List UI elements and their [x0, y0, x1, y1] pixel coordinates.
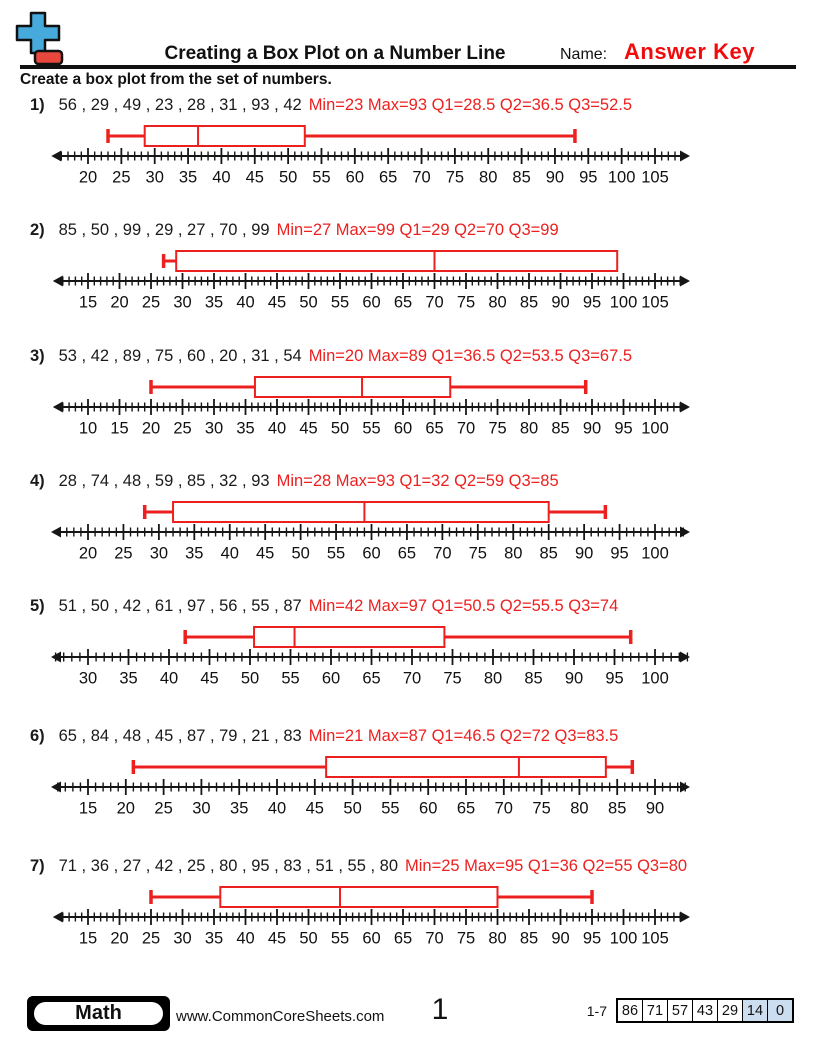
axis-tick-label: 105	[641, 293, 669, 312]
axis-tick-label: 105	[641, 168, 669, 187]
axis-tick-label: 90	[574, 544, 594, 563]
iqr-box	[173, 502, 549, 522]
axis-tick-label: 55	[381, 799, 400, 818]
page-number: 1	[431, 993, 449, 1026]
problem-statement	[30, 727, 720, 746]
footer	[0, 995, 816, 1037]
number-line-axis	[53, 909, 690, 948]
axis-tick-label: 55	[326, 544, 346, 563]
boxplot-stats: Min=42 Max=97 Q1=50.5 Q2=55.5 Q3=74	[308, 597, 619, 615]
right-arrow-icon	[680, 912, 690, 923]
axis-tick-label: 15	[78, 293, 98, 312]
axis-tick-label: 65	[397, 544, 417, 563]
axis-tick-label: 50	[343, 799, 362, 818]
axis-tick-label: 75	[445, 168, 465, 187]
name-label: Name:	[560, 46, 608, 63]
axis-tick-label: 70	[425, 293, 444, 312]
axis-tick-label: 25	[173, 419, 192, 438]
axis-tick-label: 75	[456, 293, 476, 312]
left-arrow-icon	[51, 782, 61, 793]
iqr-box	[176, 251, 617, 271]
axis-tick-label: 75	[456, 929, 476, 948]
problem-number: 3)	[30, 347, 45, 365]
number-line-axis	[51, 649, 690, 688]
problem-number: 1)	[30, 96, 45, 114]
axis-tick-label: 15	[110, 419, 129, 438]
axis-tick-label: 75	[468, 544, 487, 563]
axis-tick-label: 85	[512, 168, 531, 187]
axis-tick-label: 15	[78, 929, 98, 948]
problem-3	[30, 347, 720, 439]
score-cell: 86	[618, 1000, 642, 1021]
axis-tick-label: 60	[362, 544, 381, 563]
axis-tick-label: 45	[305, 799, 324, 818]
axis-tick-label: 100	[641, 544, 669, 563]
number-line-boxplot	[48, 369, 693, 439]
website-text: www.CommonCoreSheets.com	[176, 1008, 385, 1025]
axis-tick-label: 50	[330, 419, 350, 438]
problem-6	[30, 727, 720, 819]
axis-tick-label: 55	[312, 168, 331, 187]
axis-tick-label: 50	[299, 929, 318, 948]
axis-tick-label: 45	[256, 544, 275, 563]
axis-tick-label: 40	[159, 669, 179, 688]
axis-tick-label: 60	[321, 669, 341, 688]
axis-tick-label: 100	[609, 293, 638, 312]
axis-tick-label: 30	[78, 669, 98, 688]
score-cell: 0	[767, 1000, 792, 1021]
axis-tick-label: 70	[456, 419, 476, 438]
axis-tick-label: 80	[570, 799, 589, 818]
iqr-box	[145, 126, 305, 146]
number-set: 85 , 50 , 99 , 29 , 27 , 70 , 99	[58, 221, 270, 239]
iqr-box	[220, 887, 497, 907]
axis-tick-label: 85	[519, 293, 539, 312]
axis-tick-label: 95	[605, 669, 624, 688]
axis-tick-label: 30	[173, 929, 192, 948]
axis-tick-label: 20	[141, 419, 161, 438]
problem-statement	[30, 597, 720, 616]
problem-statement	[30, 96, 720, 115]
axis-tick-label: 30	[145, 168, 164, 187]
axis-tick-label: 100	[607, 168, 636, 187]
number-line-axis	[53, 399, 690, 438]
number-set: 53 , 42 , 89 , 75 , 60 , 20 , 31 , 54	[58, 347, 302, 365]
number-set: 71 , 36 , 27 , 42 , 25 , 80 , 95 , 83 , 51 , 55 , 80	[58, 857, 399, 875]
axis-tick-label: 25	[114, 544, 133, 563]
box-plot	[164, 251, 618, 271]
box-plot	[145, 502, 606, 522]
score-range-label: 1-7	[586, 1002, 607, 1019]
axis-tick-label: 90	[564, 669, 584, 688]
axis-tick-label: 30	[204, 419, 224, 438]
axis-tick-label: 20	[110, 293, 129, 312]
axis-tick-label: 35	[178, 168, 198, 187]
number-set: 56 , 29 , 49 , 23 , 28 , 31 , 93 , 42	[58, 96, 302, 114]
problem-statement	[30, 472, 720, 491]
problem-5	[30, 597, 720, 689]
axis-tick-label: 30	[192, 799, 211, 818]
axis-tick-label: 20	[116, 799, 135, 818]
left-arrow-icon	[53, 912, 63, 923]
header-divider	[20, 65, 796, 69]
axis-tick-label: 55	[330, 929, 350, 948]
iqr-box	[326, 757, 606, 777]
problem-statement	[30, 347, 720, 366]
axis-tick-label: 35	[119, 669, 138, 688]
right-arrow-icon	[680, 527, 690, 538]
problem-7	[30, 857, 720, 949]
axis-tick-label: 20	[78, 544, 98, 563]
axis-tick-label: 35	[236, 419, 255, 438]
number-line-boxplot	[48, 749, 693, 819]
axis-tick-label: 65	[456, 799, 476, 818]
problem-number: 6)	[30, 727, 45, 745]
problem-number: 2)	[30, 221, 45, 239]
axis-tick-label: 85	[551, 419, 570, 438]
axis-tick-label: 90	[551, 293, 570, 312]
axis-tick-label: 25	[141, 293, 161, 312]
right-arrow-icon	[680, 402, 690, 413]
axis-tick-label: 35	[204, 293, 224, 312]
axis-tick-label: 65	[393, 929, 413, 948]
axis-tick-label: 95	[582, 929, 602, 948]
subject-badge	[27, 996, 170, 1031]
problem-1	[30, 96, 720, 188]
axis-tick-label: 70	[425, 929, 444, 948]
problem-4	[30, 472, 720, 564]
axis-tick-label: 95	[610, 544, 629, 563]
axis-tick-label: 95	[582, 293, 602, 312]
number-line-axis	[51, 779, 690, 818]
axis-tick-label: 50	[278, 168, 298, 187]
left-arrow-icon	[51, 151, 61, 162]
instruction-text: Create a box plot from the set of numbers.	[20, 71, 332, 88]
score-cell: 29	[717, 1000, 742, 1021]
axis-tick-label: 70	[402, 669, 422, 688]
axis-tick-label: 65	[362, 669, 381, 688]
axis-tick-label: 100	[641, 419, 669, 438]
boxplot-stats: Min=28 Max=93 Q1=32 Q2=59 Q3=85	[276, 472, 559, 490]
page-title: Creating a Box Plot on a Number Line	[164, 43, 506, 64]
plus-minus-icon	[14, 10, 66, 70]
axis-tick-label: 25	[112, 168, 131, 187]
box-plot	[108, 126, 575, 146]
number-line-axis	[53, 273, 690, 312]
axis-tick-label: 80	[488, 293, 507, 312]
axis-tick-label: 70	[433, 544, 452, 563]
axis-tick-label: 100	[609, 929, 638, 948]
subject-badge-label: Math	[32, 1000, 165, 1027]
number-line-boxplot	[48, 619, 693, 689]
score-cell: 57	[667, 1000, 692, 1021]
axis-tick-label: 40	[212, 168, 231, 187]
iqr-box	[255, 377, 450, 397]
number-line-boxplot	[48, 879, 693, 949]
box-plot	[151, 887, 592, 907]
axis-tick-label: 75	[532, 799, 551, 818]
axis-tick-label: 45	[267, 929, 287, 948]
axis-tick-label: 40	[236, 929, 255, 948]
axis-tick-label: 80	[483, 669, 503, 688]
axis-tick-label: 65	[378, 168, 398, 187]
axis-tick-label: 10	[78, 419, 98, 438]
score-chart	[587, 998, 794, 1023]
axis-tick-label: 50	[299, 293, 318, 312]
number-set: 51 , 50 , 42 , 61 , 97 , 56 , 55 , 87	[58, 597, 302, 615]
axis-tick-label: 90	[545, 168, 565, 187]
axis-tick-label: 25	[141, 929, 161, 948]
axis-tick-label: 65	[425, 419, 444, 438]
axis-tick-label: 45	[267, 293, 287, 312]
box-plot	[133, 757, 632, 777]
axis-tick-label: 25	[154, 799, 173, 818]
axis-tick-label: 80	[504, 544, 523, 563]
score-cell: 71	[642, 1000, 667, 1021]
problem-statement	[30, 221, 720, 240]
number-set: 28 , 74 , 48 , 59 , 85 , 32 , 93	[58, 472, 270, 490]
number-line-boxplot	[48, 494, 693, 564]
axis-tick-label: 75	[443, 669, 462, 688]
score-cell: 43	[692, 1000, 717, 1021]
score-cell: 14	[742, 1000, 767, 1021]
axis-tick-label: 70	[494, 799, 513, 818]
axis-tick-label: 85	[524, 669, 543, 688]
axis-tick-label: 55	[362, 419, 381, 438]
axis-tick-label: 20	[110, 929, 129, 948]
iqr-box	[254, 627, 444, 647]
right-arrow-icon	[680, 652, 690, 663]
problem-number: 7)	[30, 857, 45, 875]
axis-tick-label: 40	[220, 544, 239, 563]
axis-tick-label: 90	[645, 799, 665, 818]
right-arrow-icon	[680, 276, 690, 287]
boxplot-stats: Min=23 Max=93 Q1=28.5 Q2=36.5 Q3=52.5	[308, 96, 633, 114]
axis-tick-label: 95	[614, 419, 633, 438]
number-line-boxplot	[48, 118, 693, 188]
answer-key-text: Answer Key	[624, 39, 755, 64]
boxplot-stats: Min=25 Max=95 Q1=36 Q2=55 Q3=80	[405, 857, 688, 875]
axis-tick-label: 65	[393, 293, 413, 312]
axis-tick-label: 60	[393, 419, 413, 438]
box-plot	[185, 627, 631, 647]
axis-tick-label: 95	[579, 168, 598, 187]
boxplot-stats: Min=21 Max=87 Q1=46.5 Q2=72 Q3=83.5	[308, 727, 619, 745]
axis-tick-label: 20	[78, 168, 98, 187]
axis-tick-label: 75	[488, 419, 507, 438]
axis-tick-label: 35	[230, 799, 249, 818]
axis-tick-label: 105	[641, 929, 669, 948]
axis-tick-label: 35	[185, 544, 204, 563]
axis-tick-label: 80	[519, 419, 539, 438]
axis-tick-label: 40	[267, 799, 287, 818]
axis-tick-label: 80	[488, 929, 507, 948]
boxplot-stats: Min=20 Max=89 Q1=36.5 Q2=53.5 Q3=67.5	[308, 347, 633, 365]
score-table	[616, 998, 794, 1023]
left-arrow-icon	[53, 402, 63, 413]
axis-tick-label: 55	[330, 293, 350, 312]
axis-tick-label: 80	[479, 168, 498, 187]
box-plot	[151, 377, 586, 397]
problem-number: 5)	[30, 597, 45, 615]
problem-2	[30, 221, 720, 313]
number-set: 65 , 84 , 48 , 45 , 87 , 79 , 21 , 83	[58, 727, 302, 745]
axis-tick-label: 45	[299, 419, 318, 438]
number-line-boxplot	[48, 243, 693, 313]
axis-tick-label: 50	[291, 544, 310, 563]
problem-number: 4)	[30, 472, 45, 490]
axis-tick-label: 60	[345, 168, 365, 187]
axis-tick-label: 90	[551, 929, 570, 948]
axis-tick-label: 30	[173, 293, 192, 312]
axis-tick-label: 40	[236, 293, 255, 312]
axis-tick-label: 50	[240, 669, 260, 688]
axis-tick-label: 85	[539, 544, 558, 563]
axis-tick-label: 55	[281, 669, 300, 688]
axis-tick-label: 45	[200, 669, 219, 688]
axis-tick-label: 100	[641, 669, 669, 688]
axis-tick-label: 85	[608, 799, 627, 818]
left-arrow-icon	[53, 276, 63, 287]
axis-tick-label: 40	[267, 419, 287, 438]
number-line-axis	[51, 148, 690, 187]
axis-tick-label: 90	[582, 419, 602, 438]
axis-tick-label: 60	[419, 799, 438, 818]
axis-tick-label: 15	[78, 799, 98, 818]
boxplot-stats: Min=27 Max=99 Q1=29 Q2=70 Q3=99	[276, 221, 559, 239]
problem-statement	[30, 857, 720, 876]
axis-tick-label: 30	[149, 544, 169, 563]
axis-tick-label: 70	[412, 168, 431, 187]
axis-tick-label: 45	[245, 168, 264, 187]
number-line-axis	[51, 524, 690, 563]
axis-tick-label: 85	[519, 929, 539, 948]
axis-tick-label: 35	[204, 929, 224, 948]
axis-tick-label: 60	[362, 293, 381, 312]
axis-tick-label: 60	[362, 929, 381, 948]
